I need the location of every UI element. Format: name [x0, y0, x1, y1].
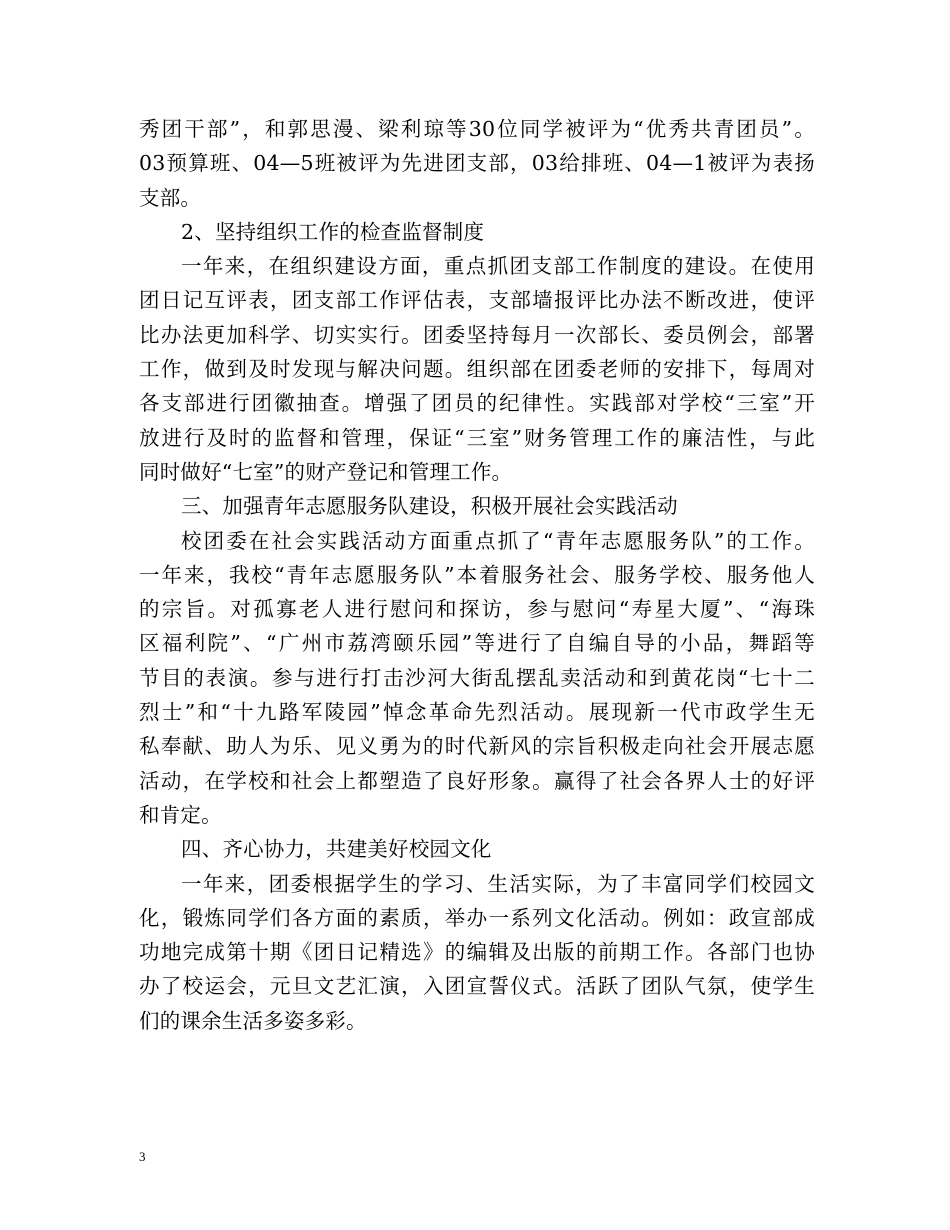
paragraph-line: 03预算班、04—5班被评为先进团支部，03给排班、04—1被评为表扬	[139, 151, 815, 176]
paragraph-line: 比办法更加科学、切实实行。团委坚持每月一次部长、委员例会，部署	[139, 322, 815, 347]
paragraph-line: 私奉献、助人为乐、见义勇为的时代新风的宗旨积极走向社会开展志愿	[139, 734, 815, 759]
paragraph-line: 烈士”和“十九路军陵园”悼念革命先烈活动。展现新一代市政学生无	[139, 700, 815, 725]
paragraph-line: 支部。	[139, 185, 202, 210]
paragraph-line: 各支部进行团徽抽查。增强了团员的纪律性。实践部对学校“三室”开	[139, 391, 815, 416]
paragraph-line: 一年来，我校“青年志愿服务队”本着服务社会、服务学校、服务他人	[139, 562, 815, 587]
paragraph-line: 工作，做到及时发现与解决问题。组织部在团委老师的安排下，每周对	[139, 357, 815, 382]
paragraph-line: 同时做好“七室”的财产登记和管理工作。	[139, 459, 513, 484]
body-text	[139, 112, 815, 1038]
paragraph-line: 节目的表演。参与进行打击沙河大街乱摆乱卖活动和到黄花岗“七十二	[139, 665, 815, 690]
paragraph-line: 放进行及时的监督和管理，保证“三室”财务管理工作的廉洁性，与此	[139, 425, 815, 450]
paragraph-line: 活动，在学校和社会上都塑造了良好形象。赢得了社会各界人士的好评	[139, 768, 815, 793]
paragraph-line: 化，锻炼同学们各方面的素质，举办一系列文化活动。例如：政宣部成	[139, 905, 815, 930]
paragraph-line-indented: 四、齐心协力，共建美好校园文化	[181, 837, 492, 862]
paragraph-line: 的宗旨。对孤寡老人进行慰问和探访，参与慰问“寿星大厦”、“海珠	[139, 597, 815, 622]
paragraph-line: 区福利院”、“广州市荔湾颐乐园”等进行了自编自导的小品，舞蹈等	[139, 631, 815, 656]
paragraph-line-indented: 三、加强青年志愿服务队建设，积极开展社会实践活动	[181, 494, 678, 519]
paragraph-line-indented: 一年来，在组织建设方面，重点抓团支部工作制度的建设。在使用	[181, 254, 815, 279]
paragraph-line: 团日记互评表，团支部工作评估表，支部墙报评比办法不断改进，使评	[139, 288, 815, 313]
paragraph-line-indented: 一年来，团委根据学生的学习、生活实际，为了丰富同学们校园文	[181, 871, 815, 896]
paragraph-line: 办了校运会，元旦文艺汇演，入团宣誓仪式。活跃了团队气氛，使学生	[139, 974, 815, 999]
page-number: 3	[139, 1149, 146, 1164]
paragraph-line-indented: 校团委在社会实践活动方面重点抓了“青年志愿服务队”的工作。	[181, 528, 815, 553]
paragraph-line-indented: 2、坚持组织工作的检查监督制度	[181, 219, 485, 244]
paragraph-line: 和肯定。	[139, 802, 222, 827]
paragraph-line: 们的课余生活多姿多彩。	[139, 1008, 367, 1033]
paragraph-line: 功地完成第十期《团日记精选》的编辑及出版的前期工作。各部门也协	[139, 940, 815, 965]
paragraph-line: 秀团干部”，和郭思漫、梁利琼等30位同学被评为“优秀共青团员”。	[139, 117, 815, 141]
